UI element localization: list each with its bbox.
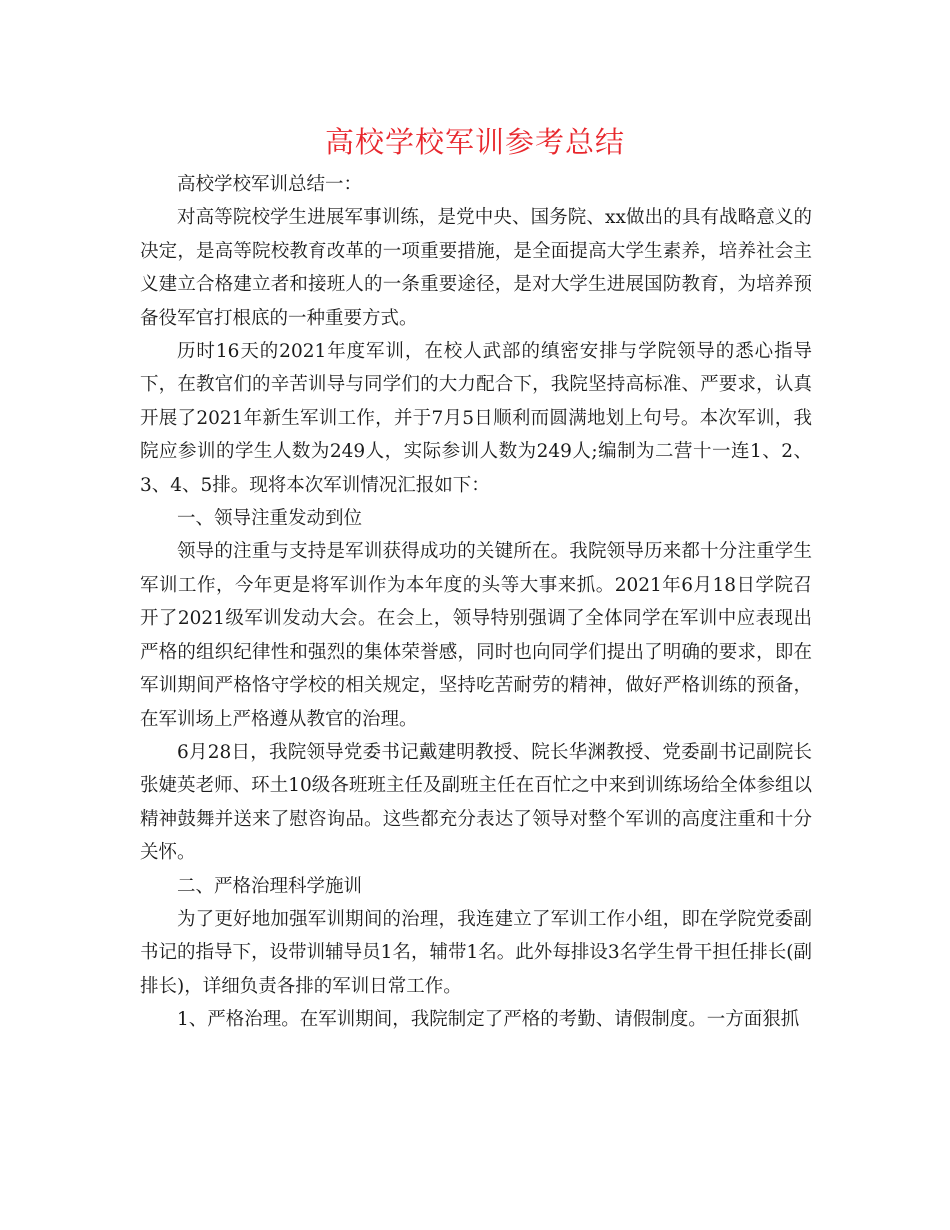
paragraph-overview: 历时16天的2021年度军训，在校人武部的缜密安排与学院领导的悉心指导下，在教官们的辛苦训导与同学们的大力配合下，我院坚持高标准、严要求，认真开展了2021年新生军训工作，并于7月5日顺利而圆满地划上句号。本次军训，我院应参训的学生人数为249人，实际参训人数为249人;编制为二营十一连1、2、3、4、5排。现将本次军训情况汇报如下： [140,341,812,496]
paragraph-significance: 对高等院校学生进展军事训练，是党中央、国务院、xx做出的具有战略意义的决定，是高等院校教育改革的一项重要措施，是全面提高大学生素养，培养社会主义建立合格建立者和接班人的一条重要途径，是对大学生进展国防教育，为培养预备役军官打根底的一种重要方式。 [140,207,812,329]
paragraph-leadership: 领导的注重与支持是军训获得成功的关键所在。我院领导历来都十分注重学生军训工作，今年更是将军训作为本年度的头等大事来抓。2021年6月18日学院召开了2021级军训发动大会。在会上，领导特别强调了全体同学在军训中应表现出严格的组织纪律性和强烈的集体荣誉感，同时也向同学们提出了明确的要求，即在军训期间严格恪守学校的相关规定，坚持吃苦耐劳的精神，做好严格训练的预备，在军训场上严格遵从教官的治理。 [140,541,812,730]
paragraph-strict-management: 1、严格治理。在军训期间，我院制定了严格的考勤、请假制度。一方面狠抓 [177,1009,800,1031]
section-heading-1: 一、领导注重发动到位 [177,508,363,530]
document-title: 高校学校军训参考总结 [324,125,625,159]
document-body [140,168,812,1037]
paragraph-visit: 6月28日，我院领导党委书记戴建明教授、院长华渊教授、党委副书记副院长张婕英老师、环土10级各班班主任及副班主任在百忙之中来到训练场给全体参组以精神鼓舞并送来了慰咨询品。这些都充分表达了领导对整个军训的高度注重和十分关怀。 [140,741,812,864]
paragraph-management: 为了更好地加强军训期间的治理，我连建立了军训工作小组，即在学院党委副书记的指导下，设带训辅导员1名，辅带1名。此外每排设3名学生骨干担任排长(副排长)，详细负责各排的军训日常工作。 [140,908,812,997]
paragraph-intro: 高校学校军训总结一： [177,174,363,195]
section-heading-2: 二、严格治理科学施训 [177,875,363,897]
